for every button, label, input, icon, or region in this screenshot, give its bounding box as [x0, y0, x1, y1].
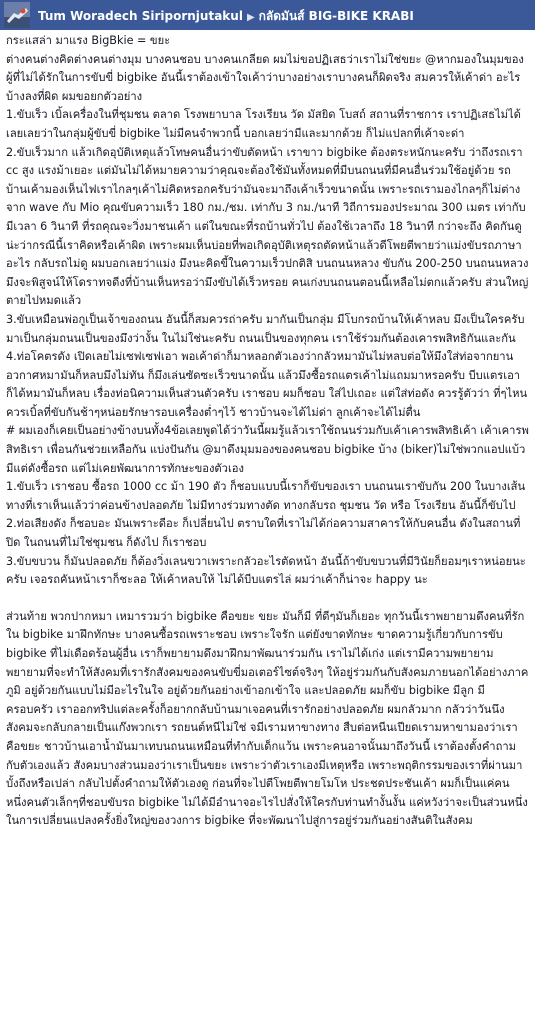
post-paragraph: 1.ขับเร็ว เบิ้ลเครื่องในที่ชุมชน ตลาด โรงพยาบาล โรงเรียน วัด มัสยิด โบสถ์ สถานที่ราชการ เราปฏิเสธไม่ได้เลยเลยว่าในกลุ่มผู้ขับขี่ bigbike ไม่มีคนจำพวกนี้ บอกเลยว่ามีและมากด้วย ก็ไม่แปลกที่เค้าจะด่า	[6, 108, 521, 140]
post-paragraph: 2.ขับเร็วมาก แล้วเกิดอุบัติเหตุแล้วโทษคนอื่นว่าขับตัดหน้า เราขาว bigbike ต้องตระหนักนะครับ ว่าถึงรถเรา cc สูง แรงม้าเยอะ แต่มันไม่ได้หมายความว่าคุณจะต้องใช้มันทั้งหมดที่มีบนถนนที่มีคนอื่นร่วมใช้อยู่ด้วย รถบ้านเค้ามองเห็นไฟเราไกลๆเค้าไม่คิดหรอกครับว่ามันจะมาถึงเค้าเร็วขนาดนั้น เพราะรถเรามองไกลๆก็ไม่ต่างจาก wave กับ Mio คุณขับความเร็ว 180 กม./ชม. เท่ากับ 3 กม./นาที วิถีการมองประมาณ 300 เมตร เท่ากับมีเวลา 6 วินาที ที่รถคุณจะวิ่งมาชนเค้า แต่ในขณะที่รถบ้านทั่วไป ต้องใช้เวลาถึง 18 วินาที กว่าจะถึง คิดกันดูน่ะว่ากรณีนี้เราคิดหรือเค้าผิด เพราะผมเห็นบ่อยที่พอเกิดอุบัติเหตุรถตัดหน้าแล้วดีโพยตีพายว่าแม่งขับรถภาษาอะไร กลับรถไม่ดู ผมบอกเลยว่าแม่ง มึงนะคิดขี้ในความเร็วปกติสิ บนถนนหลวง ขับกัน 200-250 บนถนนหลวงมึงจะพิสูจน์ให้โดราทจดีงที่บ้านเห็นหรอว่ามึงขับได้เร็วหรอย คนเก่งบนถนนตอนนี้เหลือไม่ตกแล้วครับ ส่วนใหญ่ตายไปหมดแล้ว	[6, 145, 529, 308]
paragraph-spacer	[6, 590, 529, 608]
post-paragraph: ส่วนท้าย พวกปากหมา เหมารวมว่า bigbike คือขยะ ขยะ มันก็มี ที่ดีๆมันก็เยอะ ทุกวันนี้เราพยายามดึงคนที่รักใน bigbike มาฝึกทักษะ บางคนซื้อรถเพราะชอบ เพราะใจรัก แต่ยังขาดทักษะ ขาดความรู้เกี่ยวกับการขับ bigbike ที่ไม่เดือดร้อนผู้อื่น เราก็พยายามดึงมาฝึกมาพัฒนาร่วมกัน เราไม่ได้เก่ง แต่เรามีความพยายาม พยายามที่จะทำให้สังคมที่เรารักสังคมของคนขับขี่มอเตอร์ไซต์จริงๆ ให้อยู่ร่วมกันกับสังคมภายนอกได้อย่างภาคภูมิ อยู่ด้วยกันแบบไม่มีอะไรในใจ อยู่ด้วยกันอย่างเข้าอกเข้าใจ และปลอดภัย ผมก็ขับ bigbike มีลูก มีครอบครัว เราออกทริปแต่ละครั้งก็อยากกลับบ้านมาเจอคนที่เรารักอย่างปลอดภัย ผมกลัวมาก กลัวว่าวันนึง สังคมจะกลับกลายเป็นแก๊งพวกเรา รถยนต์หนีไม่ใช่ จมีเรามหาขางทาง สืบต่อหนีนเปียดเรามหาขามองว่าเราคือขยะ ชาวบ้านเอาน้ำมันมาเทบนถนนเหมือนที่ทำกับเด็กแว้น เพราะคนอาจนั้นมาถึงวันนี้ เราต้องตั้งคำถามกับตัวเองแล้ว สังคมบางส่วนมองว่าเราเป็นขยะ เพราะว่าตัวเราเองมีเหตุหรือ เพราะพฤติกรรมของเราที่ผ่านมาบั้งถึงหรือเปล่า กลับไปตั้งคำถามให้ตัวเองดู ก่อนที่จะไปตีโพยตีพายโมโห ประชดประชันเค้า ผมก็เป็นแค่คนหนึ่งคนตัวเล็กๆที่ชอบขับรถ bigbike ไม่ได้มีอำนาจอะไรไปสั่งให้ใครกับท่านทำงั้นงั้น แค่หวังว่าจะเป็นส่วนหนึ่งในการเปลี่ยนแปลงครั้งยิ่งใหญ่ของวงการ bigbike ที่จะพัฒนาไปสู่การอยู่ร่วมกันอย่างสันติในสังคม	[6, 609, 529, 828]
group-name[interactable]: กลัดมันส์ BIG-BIKE KRABI	[258, 9, 414, 23]
post-paragraph: ต่างคนต่างคิดต่างคนต่างมุม บางคนชอบ บางคนเกลียด ผมไม่ขอปฏิเสธว่าเราไม่ใช่ขยะ @หากมองในมุมของผู้ที่ไม่ได้รักในการขับขี่ bigbike อันนี้เราต้องเข้าใจเค้าว่าบางอย่างเราบางคนก็ผิดจริง สมควรให้เค้าด่า อะไรบ้างลงที่ผิด ผมขอยกตัวอย่าง	[6, 52, 524, 103]
post-paragraph: 2.ท่อเสียงดัง ก็ชอบอะ มันเพราะดีอะ ก็เปลี่ยนไป ตราบใดที่เราไม่ได้ก่อความสาคารให้กับคนอื่น ดังในสถานที่ปิด ในถนนที่ไม่ใช่ชุมชน ก็ดังไป ก็เราชอบ	[6, 517, 521, 550]
right-triangle-icon: ▶	[246, 12, 255, 23]
post-title-line: กระแสล่า มาแรง BigBkie = ขยะ	[6, 34, 171, 47]
post-paragraph: 1.ขับเร็ว เราชอบ ซื้อรถ 1000 cc ม้า 190 ตัว ก็ชอบแบบนี้เราก็ขับของเรา บนถนนเราขับกัน 200 ในบางเส้นทางที่เราเห็นแล้วว่าค่อนข้างปลอดภัย ไม่มีทางร่วมทางตัด ทางกลับรถ ชุมชน วัด หรือ โรงเรียน อันนี้ก็ขับไป	[6, 480, 526, 512]
author-name[interactable]: Tum Woradech Siripornjutakul	[38, 9, 243, 23]
post-body	[0, 30, 535, 831]
profile-photo-icon[interactable]	[4, 2, 30, 28]
post-author-line	[38, 7, 414, 26]
post-paragraph: # ผมเองก็เคยเป็นอย่างข้างบนทั้ง4ข้อเลยพูดได้ว่าวันนี้ผมรู้แล้วเราใช้ถนนร่วมกับเค้าเคารพสิทธิเค้า เค้าเคารพสิทธิเรา เพื่อนกันช่วยเหลือกัน แบ่งปันกัน @มาดึงมุมมองของคนชอบ bigbike บ้าง (biker)ไม่ใช่พวกแอปแบ้ว มีแต่ดังซื้อรถ แต่ไม่เคยพัฒนาการทักษะของตัวเอง	[6, 424, 529, 475]
post-header	[0, 0, 535, 30]
post-paragraph: 4.ท่อโคตรดัง เปิดเลยไม่เซฟเซฟเอา พอเค้าด่าก็มาหลอกตัวเองว่ากลัวหมามันไม่หลบต่อให้มึงใส่ท่อจากยานอวกาศหมามันก็หลบมึงไม่ทัน ก็มึงเล่นซัดซะเร็วขนาดนั้น แล้วมึงซื้อรถแตรเค้าไม่แถมมาหรอครับ บีบแตรเอาก็ได้หมามันก็หลบ เรื่องท่อนิความเห็นส่วนตัวครับ เราชอบ ผมก็ชอบ ใส่ไปเถอะ แต่ใส่ท่อดัง ควรรู้ตัวว่า ที่ๆไหนควรเบิ้ลที่ขับกันช้าๆหน่อยรักษารอบเครื่องต่ำๆไว้ ชาวบ้านจะได้ไม่ด่า ลูกเค้าจะได้ไม่ตื่น	[6, 350, 528, 419]
post-paragraph: 3.ขับขบวน ก็มันปลอดภัย ก็ต้องวิ่งเลนขวาเพราะกลัวอะไรตัดหน้า อันนี้ถ้าขับขบวนที่มีวินัยก็ยอมๆเราหน่อยนะครับ เจอรถคันหน้าเราก็ชะลอ ให้เค้าหลบให้ ไม่ได้บีบแตรไล่ ผมว่าเค้าก็น่าจะ happy นะ	[6, 554, 526, 587]
post-paragraph: 3.ขับเหมือนพ่อกูเป็นเจ้าของถนน อันนี้ก็สมควรถ่าครับ มากันเป็นกลุ่ม มีโบกรถบ้านให้เค้าหลบ มึงเป็นใครครับมาเป็นกลุ่มถนนเป็นของมึงว่างั้น ในไม่ใช่นะครับ ถนนเป็นของทุกคน เราใช้ร่วมกันต้องเคารพสิทธิกันและกัน	[6, 312, 525, 345]
